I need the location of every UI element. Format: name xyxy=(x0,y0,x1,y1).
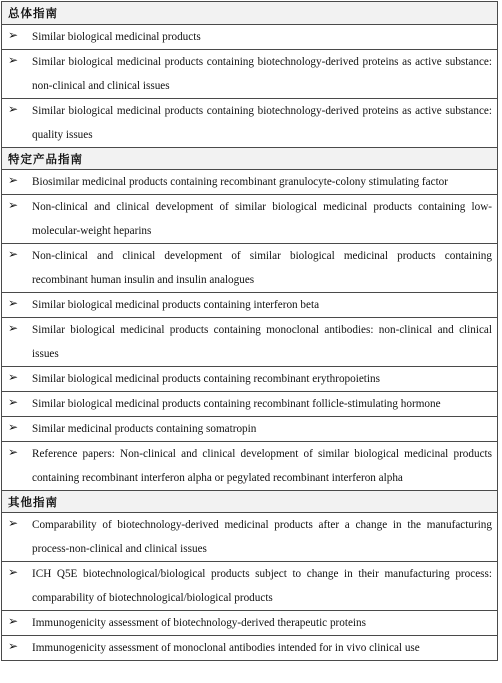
arrow-bullet-icon: ➢ xyxy=(8,53,19,67)
section-header xyxy=(2,490,497,512)
list-item xyxy=(2,24,497,49)
item-text: Similar medicinal products containing somatropin xyxy=(32,423,257,435)
list-item xyxy=(2,243,497,292)
list-item xyxy=(2,610,497,635)
list-item xyxy=(2,317,497,366)
item-text: Similar biological medicinal products containing biotechnology-derived proteins as active substance: quality issues xyxy=(32,105,492,141)
item-text: Similar biological medicinal products containing recombinant follicle-stimulating hormone xyxy=(32,398,441,410)
arrow-bullet-icon: ➢ xyxy=(8,565,19,579)
section-title: 特定产品指南 xyxy=(8,152,83,166)
item-text: Similar biological medicinal products containing interferon beta xyxy=(32,299,320,311)
arrow-bullet-icon: ➢ xyxy=(8,102,19,116)
list-item xyxy=(2,441,497,490)
arrow-bullet-icon: ➢ xyxy=(8,321,19,335)
item-text: Immunogenicity assessment of biotechnology-derived therapeutic proteins xyxy=(32,617,366,629)
list-item xyxy=(2,512,497,561)
list-item xyxy=(2,49,497,98)
arrow-bullet-icon: ➢ xyxy=(8,247,19,261)
item-text: Biosimilar medicinal products containing recombinant granulocyte-colony stimulating factor xyxy=(32,176,449,188)
section-title: 总体指南 xyxy=(8,6,58,20)
list-item xyxy=(2,169,497,194)
item-text: Comparability of biotechnology-derived medicinal products after a change in the manufacturing process-non-clinical and clinical issues xyxy=(32,519,492,555)
list-item xyxy=(2,416,497,441)
item-text: ICH Q5E biotechnological/biological products subject to change in their manufacturing process: comparability of biotechnological/biological products xyxy=(32,568,492,604)
list-item xyxy=(2,635,497,660)
list-item xyxy=(2,366,497,391)
section-title: 其他指南 xyxy=(8,495,58,509)
arrow-bullet-icon: ➢ xyxy=(8,296,19,310)
section-header xyxy=(2,2,497,24)
arrow-bullet-icon: ➢ xyxy=(8,420,19,434)
guideline-table xyxy=(1,1,498,661)
item-text: Similar biological medicinal products containing monoclonal antibodies: non-clinical and clinical issues xyxy=(32,324,492,360)
arrow-bullet-icon: ➢ xyxy=(8,445,19,459)
item-text: Similar biological medicinal products containing biotechnology-derived proteins as active substance: non-clinical and clinical issues xyxy=(32,56,492,92)
arrow-bullet-icon: ➢ xyxy=(8,614,19,628)
list-item xyxy=(2,98,497,147)
arrow-bullet-icon: ➢ xyxy=(8,639,19,653)
item-text: Immunogenicity assessment of monoclonal antibodies intended for in vivo clinical use xyxy=(32,642,420,654)
item-text: Similar biological medicinal products xyxy=(32,31,201,43)
list-item xyxy=(2,391,497,416)
section-header xyxy=(2,147,497,169)
list-item xyxy=(2,194,497,243)
item-text: Non-clinical and clinical development of similar biological medicinal products containing low-molecular-weight heparins xyxy=(32,201,492,237)
arrow-bullet-icon: ➢ xyxy=(8,198,19,212)
arrow-bullet-icon: ➢ xyxy=(8,370,19,384)
arrow-bullet-icon: ➢ xyxy=(8,173,19,187)
list-item xyxy=(2,292,497,317)
item-text: Similar biological medicinal products containing recombinant erythropoietins xyxy=(32,373,380,385)
arrow-bullet-icon: ➢ xyxy=(8,28,19,42)
arrow-bullet-icon: ➢ xyxy=(8,516,19,530)
arrow-bullet-icon: ➢ xyxy=(8,395,19,409)
list-item xyxy=(2,561,497,610)
item-text: Non-clinical and clinical development of similar biological medicinal products containing recombinant human insulin and insulin analogues xyxy=(32,250,492,286)
item-text: Reference papers: Non-clinical and clinical development of similar biological medicinal products containing recombinant interferon alpha or pegylated recombinant interferon alpha xyxy=(32,448,492,484)
